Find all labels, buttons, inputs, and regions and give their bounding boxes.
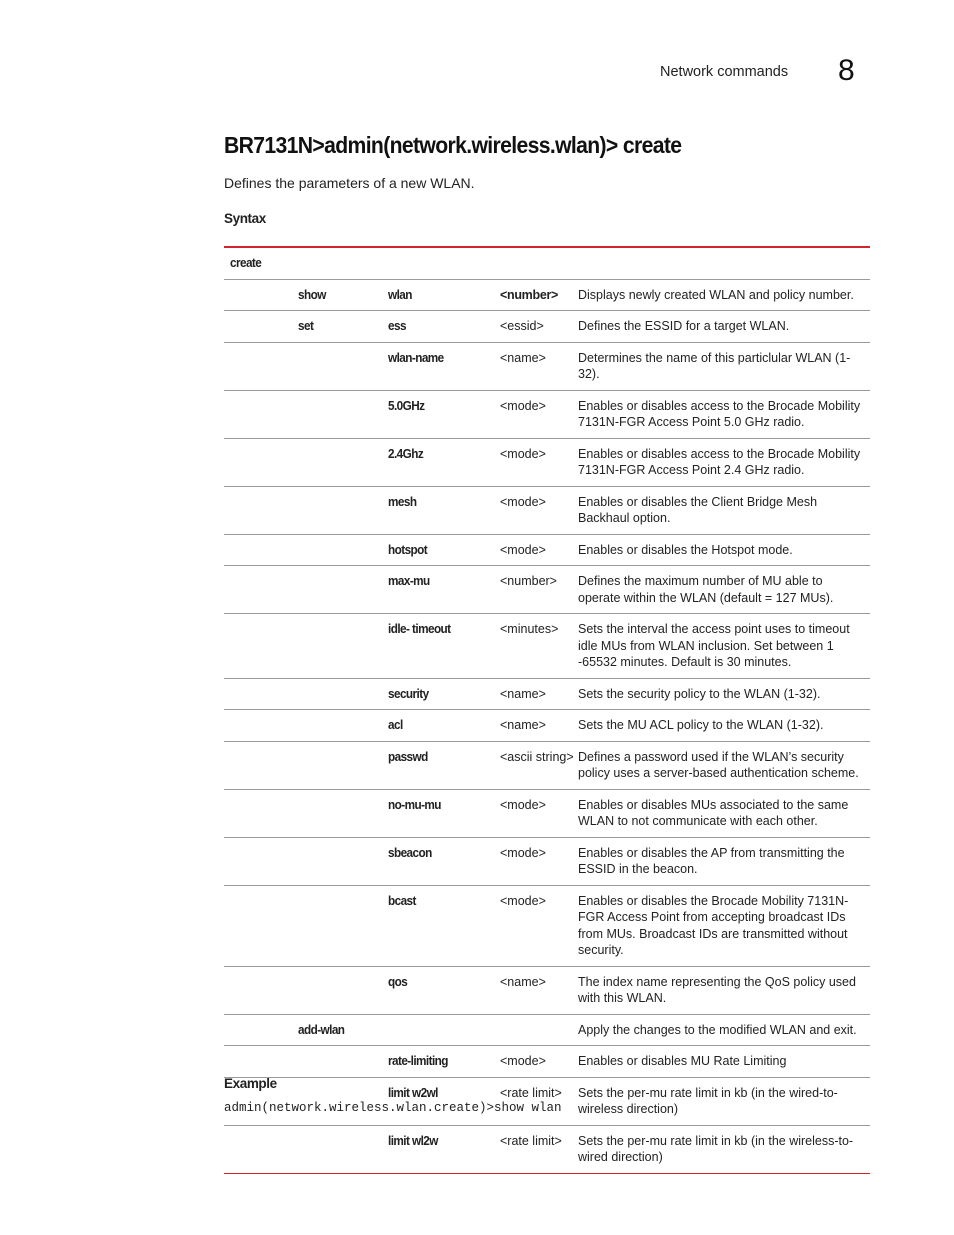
command-cell: add-wlan [298,1022,345,1037]
syntax-row [224,1046,870,1078]
description-cell: Apply the changes to the modified WLAN and exit. [578,1022,857,1037]
subcommand-cell: 5.0GHz [388,398,425,413]
subcommand-cell: sbeacon [388,845,432,860]
subcommand-cell: rate-limiting [388,1054,448,1068]
description-cell: Sets the per-mu rate limit in kb (in the wired-to-wireless direction) [578,1085,838,1116]
syntax-row [224,837,870,885]
example-code: admin(network.wireless.wlan.create)>show wlan [224,1101,562,1115]
syntax-row [224,966,870,1014]
syntax-row [224,678,870,710]
command-cell: show [298,287,326,302]
argument-cell: <minutes> [500,622,559,636]
description-cell: Sets the per-mu rate limit in kb (in the wireless-to-wired direction) [578,1133,854,1164]
argument-cell: <mode> [500,797,546,812]
subcommand-cell: security [388,686,429,701]
syntax-heading: Syntax [224,211,266,226]
subcommand-cell: idle- timeout [388,622,451,636]
description-cell: Sets the MU ACL policy to the WLAN (1-32). [578,718,824,732]
intro-text: Defines the parameters of a new WLAN. [224,175,475,191]
argument-cell: <mode> [500,893,546,908]
argument-cell: <number> [500,287,559,302]
description-cell: Enables or disables MUs associated to the same WLAN to not communicate with each other. [578,797,849,828]
description-cell: Sets the security policy to the WLAN (1-32). [578,686,821,701]
argument-cell: <essid> [500,319,544,333]
syntax-row [224,614,870,679]
syntax-row [224,390,870,438]
syntax-row [224,438,870,486]
argument-cell: <name> [500,350,546,365]
subcommand-cell: bcast [388,893,416,908]
syntax-row [224,311,870,343]
description-cell: Enables or disables access to the Brocade Mobility 7131N-FGR Access Point 5.0 GHz radio. [578,398,861,429]
argument-cell: <rate limit> [500,1133,562,1148]
syntax-row [224,741,870,789]
subcommand-cell: limit w2wl [388,1085,438,1100]
syntax-row [224,342,870,390]
description-cell: Enables or disables the Hotspot mode. [578,542,793,557]
description-cell: Displays newly created WLAN and policy number. [578,287,854,302]
subcommand-cell: qos [388,974,408,989]
running-header-section: Network commands [660,64,789,80]
page-title: BR7131N>admin(network.wireless.wlan)> create [224,132,682,158]
syntax-row [224,279,870,311]
argument-cell: <mode> [500,1054,546,1068]
argument-cell: <mode> [500,494,546,509]
subcommand-cell: ess [388,319,406,333]
subcommand-cell: limit wl2w [388,1133,438,1148]
description-cell: Enables or disables MU Rate Limiting [578,1054,787,1068]
subcommand-cell: max-mu [388,574,430,588]
description-cell: Enables or disables the Brocade Mobility 7131N-FGR Access Point from accepting broadcast IDs from MUs. Broadcast IDs are transmitted without security. [578,893,849,957]
syntax-row [224,534,870,566]
description-cell: Determines the name of this particlular WLAN (1-32). [578,350,851,381]
argument-cell: <mode> [500,398,546,413]
subcommand-cell: wlan [388,287,412,302]
subcommand-cell: wlan-name [388,350,444,365]
syntax-row [224,710,870,742]
description-cell: The index name representing the QoS policy used with this WLAN. [578,974,856,1005]
subcommand-cell: no-mu-mu [388,797,441,812]
subcommand-cell: hotspot [388,542,428,557]
example-heading: Example [224,1076,277,1091]
argument-cell: <rate limit> [500,1085,562,1100]
description-cell: Defines the ESSID for a target WLAN. [578,319,790,333]
subcommand-cell: mesh [388,494,417,509]
argument-cell: <name> [500,686,546,701]
syntax-row [224,789,870,837]
argument-cell: <name> [500,974,546,989]
description-cell: Enables or disables the Client Bridge Mesh Backhaul option. [578,494,818,525]
argument-cell: <name> [500,718,546,732]
description-cell: Enables or disables access to the Brocade Mobility 7131N-FGR Access Point 2.4 GHz radio. [578,446,861,477]
argument-cell: <number> [500,574,557,588]
description-cell: Enables or disables the AP from transmitting the ESSID in the beacon. [578,845,845,876]
syntax-row [224,486,870,534]
chapter-number: 8 [838,54,855,87]
description-cell: Defines the maximum number of MU able to operate within the WLAN (default = 127 MUs). [578,574,834,605]
syntax-row [224,1014,870,1046]
syntax-row [224,1125,870,1173]
description-cell: Sets the interval the access point uses to timeout idle MUs from WLAN inclusion. Set between 1 -65532 minutes. Default is 30 minutes. [578,622,850,669]
argument-cell: <mode> [500,446,546,461]
subcommand-cell: acl [388,718,403,732]
subcommand-cell: passwd [388,749,428,764]
syntax-root-row [224,247,870,279]
argument-cell: <ascii string> [500,749,574,764]
description-cell: Defines a password used if the WLAN’s security policy uses a server-based authentication scheme. [578,749,859,780]
command-cell: set [298,319,314,333]
syntax-table [224,246,870,1174]
syntax-row [224,566,870,614]
syntax-row [224,885,870,966]
syntax-root-command: create [230,256,262,270]
subcommand-cell: 2.4Ghz [388,446,424,461]
argument-cell: <mode> [500,542,546,557]
argument-cell: <mode> [500,845,546,860]
